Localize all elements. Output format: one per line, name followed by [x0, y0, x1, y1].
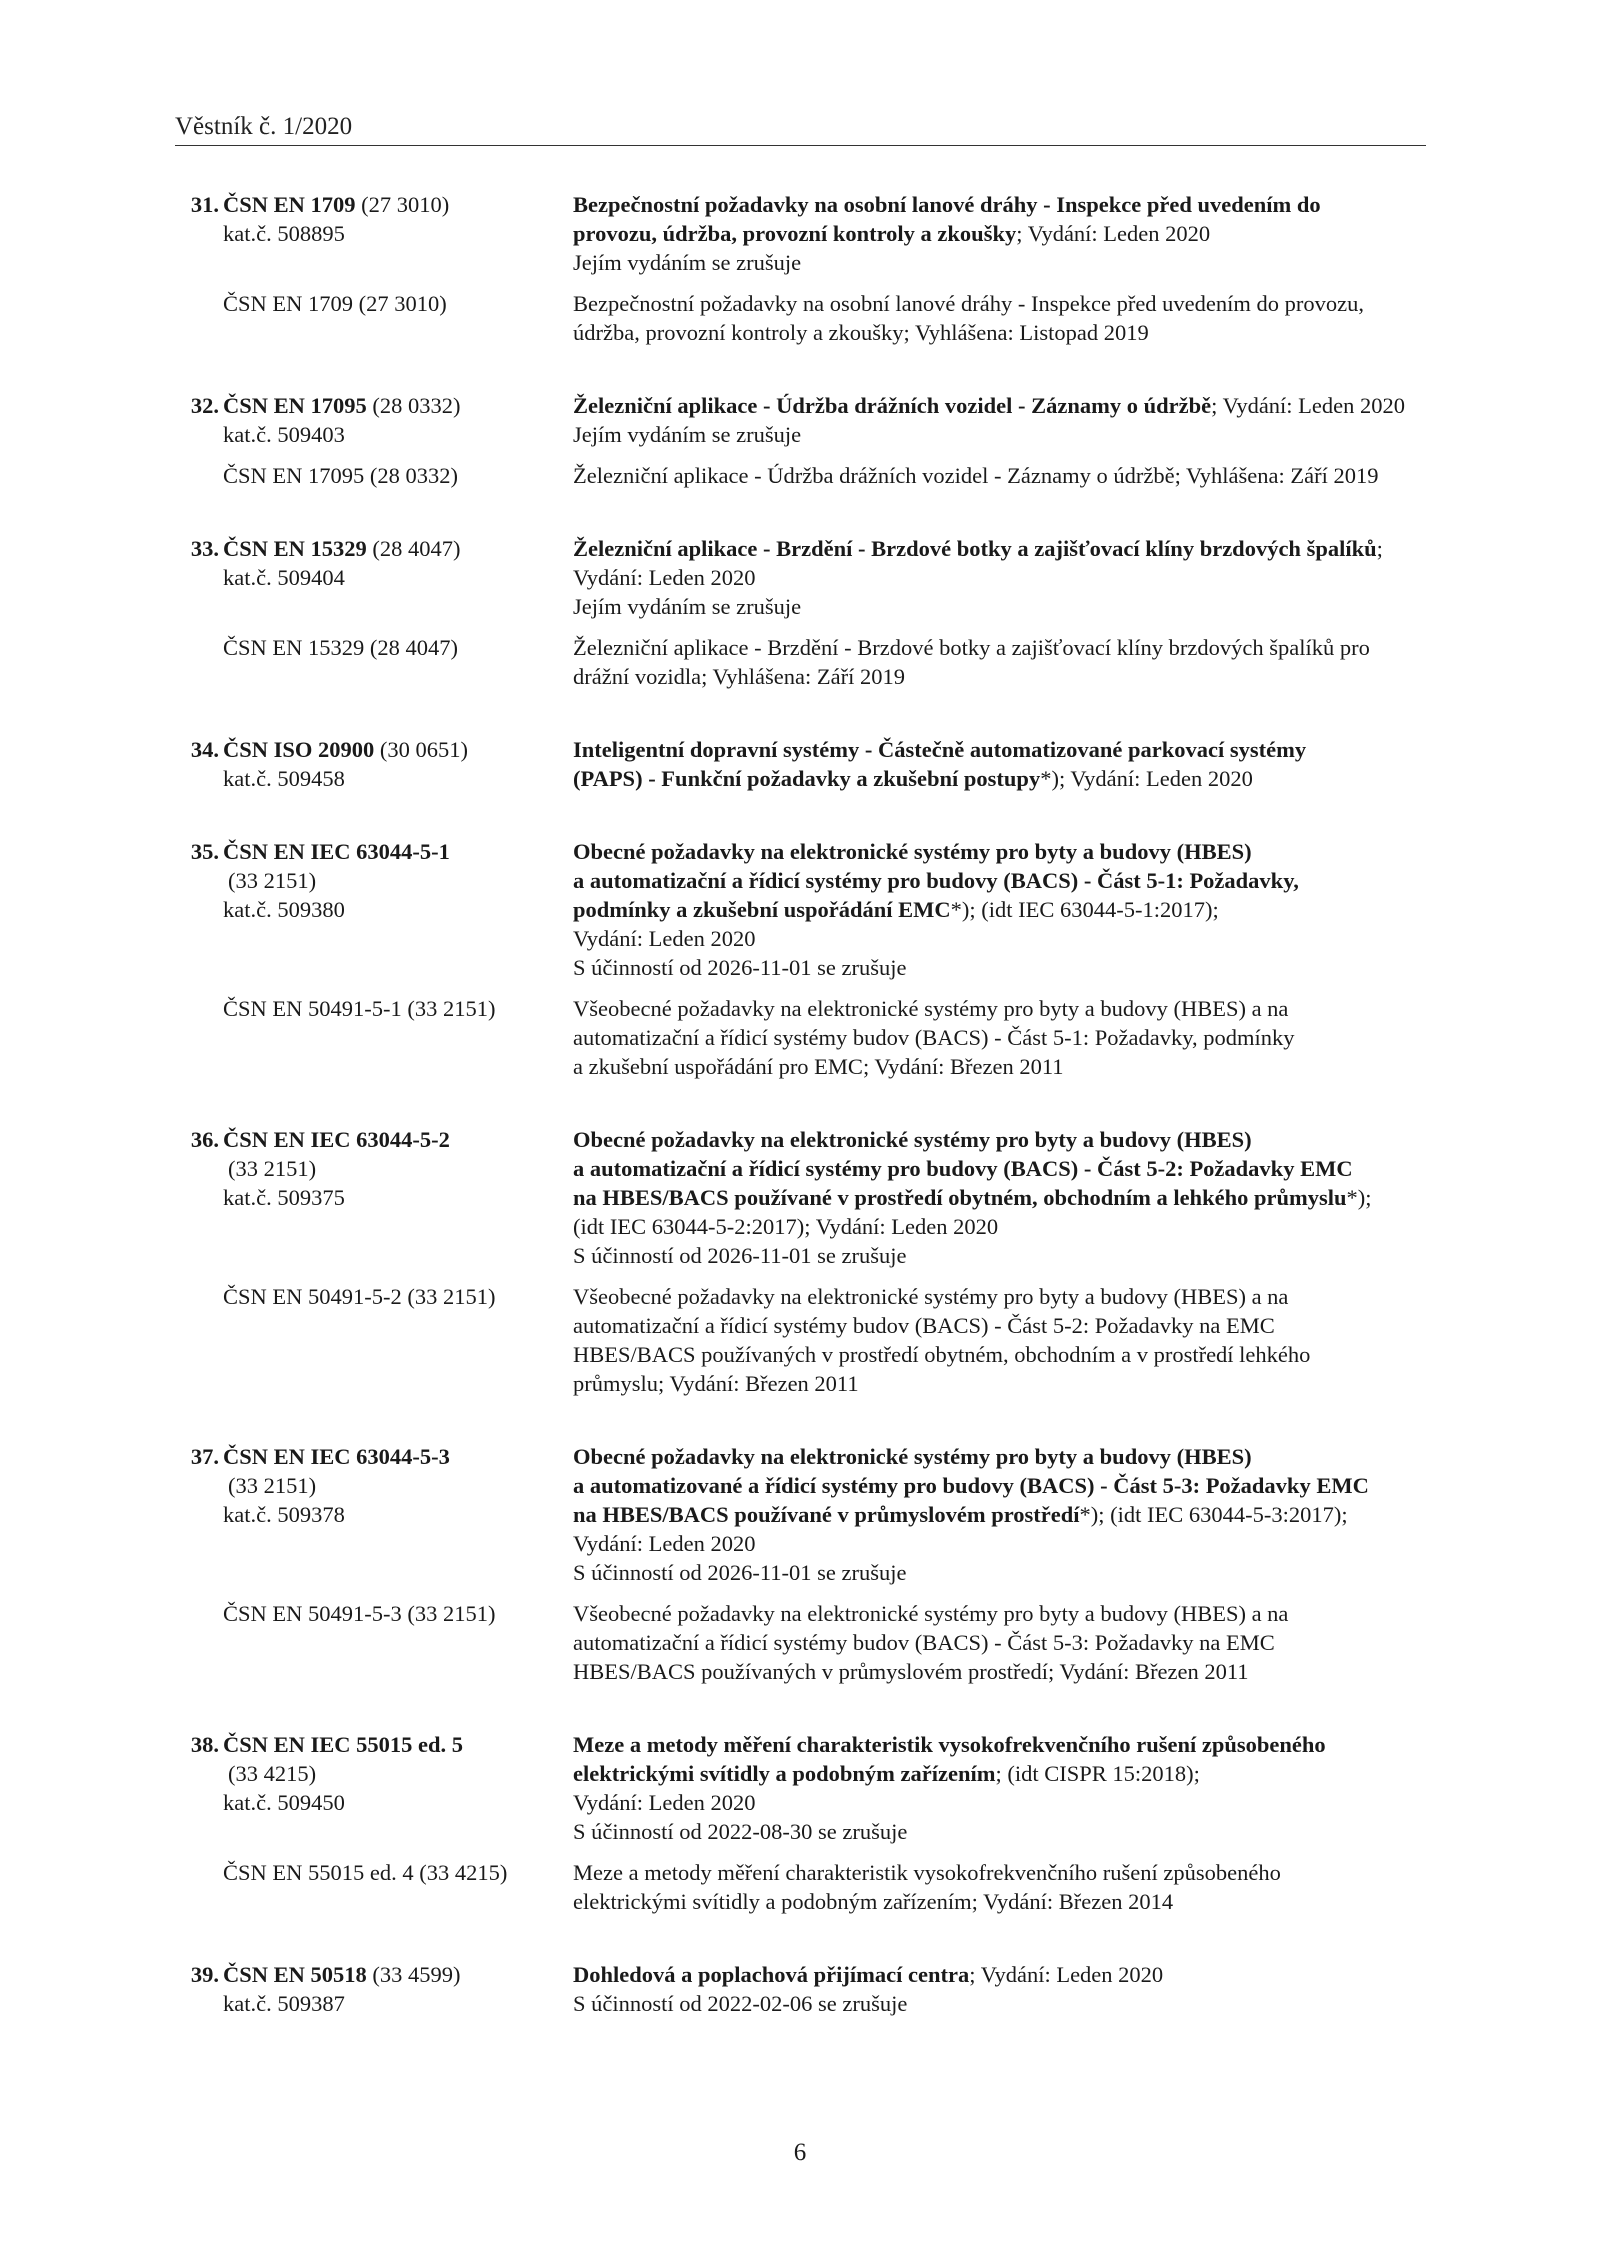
- description-line: [573, 190, 1433, 219]
- standard-title: Meze a metody měření charakteristik vysokofrekvenčního rušení způsobeného: [573, 1732, 1326, 1757]
- replaced-standard-description: [573, 1858, 1433, 1916]
- issue-details: Vydání: Leden 2020: [573, 926, 756, 951]
- description-line: [573, 1125, 1433, 1154]
- catalog-number: kat.č. 509378: [223, 1502, 345, 1527]
- description-line: [573, 924, 1433, 953]
- entry-identifier-column: [0, 534, 573, 621]
- issue-details: *); (idt IEC 63044-5-1:2017);: [950, 897, 1219, 922]
- issue-details: S účinností od 2026-11-01 se zrušuje: [573, 1243, 907, 1268]
- replaced-identifier-column: [0, 1599, 573, 1686]
- entry-code-line: [0, 1730, 573, 1759]
- description-line: [573, 1442, 1433, 1471]
- issue-details: Jejím vydáním se zrušuje: [573, 594, 802, 619]
- standard-title: na HBES/BACS používané v prostředí obytném, obchodním a lehkého průmyslu: [573, 1185, 1347, 1210]
- description-line: [573, 764, 1433, 793]
- description-line: [573, 866, 1433, 895]
- standard-code-main: ČSN EN IEC 55015 ed. 5: [223, 1732, 464, 1757]
- replaced-standard-row: [0, 461, 1600, 490]
- issue-details: *); Vydání: Leden 2020: [1040, 766, 1253, 791]
- entry-identifier-column: [0, 190, 573, 277]
- replaced-standard-description: [573, 1599, 1433, 1686]
- replaced-identifier-column: [0, 289, 573, 347]
- issue-details: Vydání: Leden 2020: [573, 565, 756, 590]
- catalog-number: kat.č. 509403: [223, 422, 345, 447]
- entry-identifier-column: [0, 1442, 573, 1587]
- description-line: [573, 592, 1433, 621]
- replaced-standard-description: [573, 461, 1433, 490]
- replaced-standard-code: ČSN EN 50491-5-1 (33 2151): [223, 996, 496, 1021]
- standard-code: [223, 1730, 463, 1759]
- entry-main-row: [0, 837, 1600, 982]
- page-number: 6: [793, 2139, 807, 2166]
- entry-description: [573, 391, 1433, 449]
- standard-title: a automatizační a řídicí systémy pro budovy (BACS) - Část 5-1: Požadavky,: [573, 868, 1299, 893]
- entry-identifier-column: [0, 391, 573, 449]
- description-line: [573, 1989, 1433, 2018]
- replaced-standard-row: [0, 1599, 1600, 1686]
- journal-header-title: Věstník č. 1/2020: [175, 113, 353, 140]
- entry-main-row: [0, 190, 1600, 277]
- catalog-number: kat.č. 508895: [223, 221, 345, 246]
- replaced-description-line: průmyslu; Vydání: Březen 2011: [573, 1371, 859, 1396]
- replaced-identifier-column: [0, 633, 573, 691]
- standard-title: Inteligentní dopravní systémy - Částečně automatizované parkovací systémy: [573, 737, 1307, 762]
- replaced-description-line: automatizační a řídicí systémy budov (BACS) - Část 5-2: Požadavky na EMC: [573, 1313, 1275, 1338]
- catalog-number: kat.č. 509458: [223, 766, 345, 791]
- standard-title: na HBES/BACS používané v průmyslovém prostředí: [573, 1502, 1080, 1527]
- issue-details: ; Vydání: Leden 2020: [1211, 393, 1406, 418]
- replaced-description-line: automatizační a řídicí systémy budov (BACS) - Část 5-1: Požadavky, podmínky: [573, 1025, 1295, 1050]
- standard-entry: [0, 1730, 1600, 1916]
- standard-entry: [0, 837, 1600, 1081]
- replaced-description-line: elektrickými svítidly a podobným zařízením; Vydání: Březen 2014: [573, 1889, 1174, 1914]
- standard-class-number: (33 2151): [228, 868, 317, 893]
- entry-code-line: [0, 391, 573, 420]
- standard-title: provozu, údržba, provozní kontroly a zkoušky: [573, 221, 1017, 246]
- description-line: [573, 563, 1433, 592]
- standard-title: podmínky a zkušební uspořádání EMC: [573, 897, 951, 922]
- standard-class-number: (33 4599): [366, 1962, 461, 1987]
- entry-number: 35.: [190, 839, 219, 864]
- standard-entry: [0, 1442, 1600, 1686]
- issue-details: S účinností od 2022-08-30 se zrušuje: [573, 1819, 908, 1844]
- replaced-standard-row: [0, 994, 1600, 1081]
- replaced-description-line: a zkušební uspořádání pro EMC; Vydání: Březen 2011: [573, 1054, 1064, 1079]
- description-line: [573, 1183, 1433, 1212]
- entry-identifier-column: [0, 1960, 573, 2018]
- description-line: [573, 420, 1433, 449]
- standard-code: [223, 190, 449, 219]
- description-line: [573, 837, 1433, 866]
- entry-description: [573, 534, 1433, 621]
- issue-details: Jejím vydáním se zrušuje: [573, 422, 802, 447]
- standard-class-number: (33 4215): [228, 1761, 317, 1786]
- replaced-description-line: automatizační a řídicí systémy budov (BACS) - Část 5-3: Požadavky na EMC: [573, 1630, 1275, 1655]
- replaced-standard-row: [0, 289, 1600, 347]
- replaced-description-line: Všeobecné požadavky na elektronické systémy pro byty a budovy (HBES) a na: [573, 1284, 1289, 1309]
- description-line: [573, 1212, 1433, 1241]
- entry-number: 31.: [190, 192, 219, 217]
- standard-code: [223, 1125, 450, 1154]
- description-line: [573, 1759, 1433, 1788]
- standard-code-main: ČSN EN 17095: [223, 393, 367, 418]
- description-line: [573, 1788, 1433, 1817]
- replaced-standard-code: ČSN EN 50491-5-3 (33 2151): [223, 1601, 496, 1626]
- issue-details: S účinností od 2022-02-06 se zrušuje: [573, 1991, 908, 2016]
- standard-entry: [0, 391, 1600, 490]
- entry-main-row: [0, 1442, 1600, 1587]
- replaced-standard-description: [573, 633, 1433, 691]
- replaced-standard-code: ČSN EN 15329 (28 4047): [223, 635, 458, 660]
- description-line: [573, 219, 1433, 248]
- entry-code-line: [0, 735, 573, 764]
- replaced-standard-code: ČSN EN 55015 ed. 4 (33 4215): [223, 1860, 508, 1885]
- standard-code-main: ČSN ISO 20900: [223, 737, 375, 762]
- entry-description: [573, 837, 1433, 982]
- replaced-description-line: Železniční aplikace - Brzdění - Brzdové botky a zajišťovací klíny brzdových špalíků pro: [573, 635, 1370, 660]
- replaced-description-line: HBES/BACS používaných v prostředí obytném, obchodním a v prostředí lehkého: [573, 1342, 1311, 1367]
- standard-title: elektrickými svítidly a podobným zařízením: [573, 1761, 996, 1786]
- replaced-standard-code: ČSN EN 50491-5-2 (33 2151): [223, 1284, 496, 1309]
- replaced-description-line: drážní vozidla; Vyhlášena: Září 2019: [573, 664, 905, 689]
- description-line: [573, 1730, 1433, 1759]
- entry-description: [573, 1730, 1433, 1846]
- standard-title: Obecné požadavky na elektronické systémy pro byty a budovy (HBES): [573, 1444, 1252, 1469]
- replaced-standard-row: [0, 1858, 1600, 1916]
- standard-title: a automatizované a řídicí systémy pro budovy (BACS) - Část 5-3: Požadavky EMC: [573, 1473, 1369, 1498]
- replaced-description-line: Bezpečnostní požadavky na osobní lanové dráhy - Inspekce před uvedením do provozu,: [573, 291, 1365, 316]
- entry-code-line: [0, 1442, 573, 1471]
- standard-class-number: (27 3010): [355, 192, 450, 217]
- standard-code-main: ČSN EN 50518: [223, 1962, 367, 1987]
- standard-code: [223, 534, 461, 563]
- standard-title: a automatizační a řídicí systémy pro budovy (BACS) - Část 5-2: Požadavky EMC: [573, 1156, 1353, 1181]
- standard-title: Dohledová a poplachová přijímací centra: [573, 1962, 970, 1987]
- description-line: [573, 1241, 1433, 1270]
- replaced-standard-row: [0, 633, 1600, 691]
- issue-details: Vydání: Leden 2020: [573, 1790, 756, 1815]
- entry-main-row: [0, 1960, 1600, 2018]
- description-line: [573, 953, 1433, 982]
- standard-class-number: (33 2151): [228, 1156, 317, 1181]
- description-line: [573, 1154, 1433, 1183]
- issue-details: ; Vydání: Leden 2020: [969, 1962, 1164, 1987]
- replaced-description-line: Železniční aplikace - Údržba drážních vozidel - Záznamy o údržbě; Vyhlášena: Září 2019: [573, 463, 1379, 488]
- issue-details: Jejím vydáním se zrušuje: [573, 250, 802, 275]
- standard-entry: [0, 534, 1600, 691]
- description-line: [573, 1558, 1433, 1587]
- issue-details: *); (idt IEC 63044-5-3:2017);: [1079, 1502, 1348, 1527]
- entry-description: [573, 1125, 1433, 1270]
- entry-number: 34.: [190, 737, 219, 762]
- standard-title: Obecné požadavky na elektronické systémy pro byty a budovy (HBES): [573, 839, 1252, 864]
- replaced-standard-row: [0, 1282, 1600, 1398]
- replaced-identifier-column: [0, 461, 573, 490]
- description-line: [573, 1500, 1433, 1529]
- issue-details: Vydání: Leden 2020: [573, 1531, 756, 1556]
- entry-code-line: [0, 534, 573, 563]
- entry-number: 37.: [190, 1444, 219, 1469]
- entry-identifier-column: [0, 1730, 573, 1846]
- entry-number: 36.: [190, 1127, 219, 1152]
- standard-class-number: (28 4047): [366, 536, 461, 561]
- entry-code-line: [0, 190, 573, 219]
- standard-entry: [0, 735, 1600, 793]
- entry-code-line: [0, 837, 573, 866]
- entry-main-row: [0, 534, 1600, 621]
- entry-identifier-column: [0, 735, 573, 793]
- replaced-standard-description: [573, 289, 1433, 347]
- standard-code: [223, 1960, 461, 1989]
- description-line: [573, 1960, 1433, 1989]
- standard-class-number: (28 0332): [366, 393, 461, 418]
- description-line: [573, 1817, 1433, 1846]
- entry-code-line: [0, 1960, 573, 1989]
- standards-list: [0, 190, 1600, 2062]
- replaced-description-line: Meze a metody měření charakteristik vysokofrekvenčního rušení způsobeného: [573, 1860, 1281, 1885]
- replaced-standard-description: [573, 1282, 1433, 1398]
- description-line: [573, 534, 1433, 563]
- standard-title: Bezpečnostní požadavky na osobní lanové dráhy - Inspekce před uvedením do: [573, 192, 1321, 217]
- entry-description: [573, 1960, 1433, 2018]
- replaced-standard-code: ČSN EN 1709 (27 3010): [223, 291, 447, 316]
- replaced-standard-code: ČSN EN 17095 (28 0332): [223, 463, 458, 488]
- replaced-description-line: HBES/BACS používaných v průmyslovém prostředí; Vydání: Březen 2011: [573, 1659, 1249, 1684]
- replaced-identifier-column: [0, 994, 573, 1081]
- replaced-identifier-column: [0, 1282, 573, 1398]
- replaced-identifier-column: [0, 1858, 573, 1916]
- catalog-number: kat.č. 509450: [223, 1790, 345, 1815]
- description-line: [573, 895, 1433, 924]
- standard-class-number: (33 2151): [228, 1473, 317, 1498]
- entry-main-row: [0, 391, 1600, 449]
- standard-code: [223, 735, 468, 764]
- standard-code: [223, 837, 450, 866]
- replaced-standard-description: [573, 994, 1433, 1081]
- replaced-description-line: Všeobecné požadavky na elektronické systémy pro byty a budovy (HBES) a na: [573, 996, 1289, 1021]
- catalog-number: kat.č. 509404: [223, 565, 345, 590]
- catalog-number: kat.č. 509387: [223, 1991, 345, 2016]
- entry-identifier-column: [0, 837, 573, 982]
- entry-main-row: [0, 735, 1600, 793]
- standard-code-main: ČSN EN IEC 63044-5-1: [223, 839, 450, 864]
- standard-code: [223, 1442, 450, 1471]
- description-line: [573, 248, 1433, 277]
- issue-details: ; Vydání: Leden 2020: [1016, 221, 1211, 246]
- issue-details: ;: [1376, 536, 1383, 561]
- standard-title: Obecné požadavky na elektronické systémy pro byty a budovy (HBES): [573, 1127, 1252, 1152]
- entry-main-row: [0, 1125, 1600, 1270]
- standard-code-main: ČSN EN IEC 63044-5-3: [223, 1444, 450, 1469]
- replaced-description-line: Všeobecné požadavky na elektronické systémy pro byty a budovy (HBES) a na: [573, 1601, 1289, 1626]
- entry-identifier-column: [0, 1125, 573, 1270]
- standard-entry: [0, 1960, 1600, 2018]
- standard-title: Železniční aplikace - Brzdění - Brzdové botky a zajišťovací klíny brzdových špalíků: [573, 536, 1377, 561]
- issue-details: S účinností od 2026-11-01 se zrušuje: [573, 1560, 907, 1585]
- issue-details: ; (idt CISPR 15:2018);: [995, 1761, 1200, 1786]
- issue-details: *);: [1346, 1185, 1372, 1210]
- description-line: [573, 735, 1433, 764]
- replaced-description-line: údržba, provozní kontroly a zkoušky; Vyhlášena: Listopad 2019: [573, 320, 1149, 345]
- header-divider: [175, 145, 1426, 146]
- entry-description: [573, 190, 1433, 277]
- standard-entry: [0, 1125, 1600, 1398]
- entry-number: 33.: [190, 536, 219, 561]
- catalog-number: kat.č. 509375: [223, 1185, 345, 1210]
- issue-details: (idt IEC 63044-5-2:2017); Vydání: Leden 2020: [573, 1214, 999, 1239]
- standard-code: [223, 391, 461, 420]
- entry-number: 32.: [190, 393, 219, 418]
- description-line: [573, 1471, 1433, 1500]
- entry-number: 38.: [190, 1732, 219, 1757]
- entry-code-line: [0, 1125, 573, 1154]
- standard-class-number: (30 0651): [374, 737, 469, 762]
- description-line: [573, 391, 1433, 420]
- description-line: [573, 1529, 1433, 1558]
- standard-title: (PAPS) - Funkční požadavky a zkušební postupy: [573, 766, 1041, 791]
- entry-number: 39.: [190, 1962, 219, 1987]
- catalog-number: kat.č. 509380: [223, 897, 345, 922]
- standard-code-main: ČSN EN IEC 63044-5-2: [223, 1127, 450, 1152]
- entry-main-row: [0, 1730, 1600, 1846]
- standard-code-main: ČSN EN 15329: [223, 536, 367, 561]
- issue-details: S účinností od 2026-11-01 se zrušuje: [573, 955, 907, 980]
- entry-description: [573, 1442, 1433, 1587]
- standard-title: Železniční aplikace - Údržba drážních vozidel - Záznamy o údržbě: [573, 393, 1212, 418]
- entry-description: [573, 735, 1433, 793]
- standard-code-main: ČSN EN 1709: [223, 192, 356, 217]
- standard-entry: [0, 190, 1600, 347]
